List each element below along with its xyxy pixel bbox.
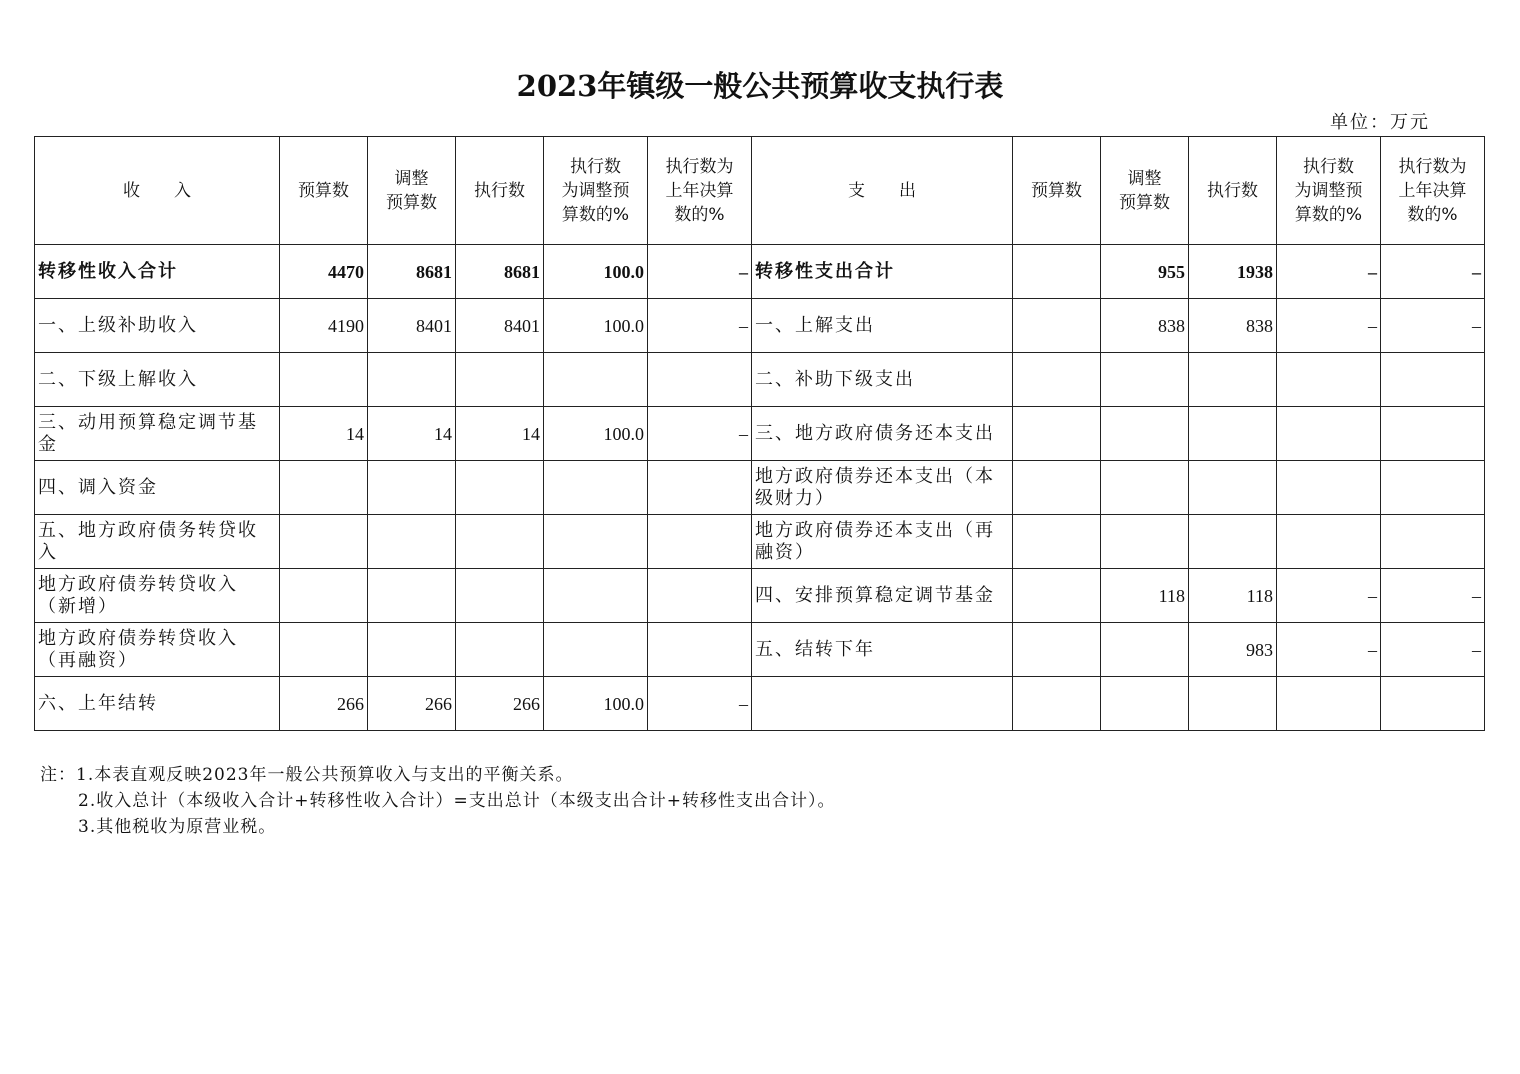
expense-label bbox=[752, 677, 1013, 731]
budget-execution-table bbox=[34, 136, 1485, 731]
header-row bbox=[35, 137, 1485, 245]
table-row bbox=[35, 461, 1485, 515]
income-executed bbox=[456, 623, 544, 677]
expense-pct-adjusted bbox=[1277, 407, 1381, 461]
expense-pct-adjusted: – bbox=[1277, 245, 1381, 299]
income-executed bbox=[456, 515, 544, 569]
expense-label: 三、地方政府债务还本支出 bbox=[752, 407, 1013, 461]
income-adjusted bbox=[368, 623, 456, 677]
income-label: 一、上级补助收入 bbox=[35, 299, 280, 353]
income-budget: 14 bbox=[280, 407, 368, 461]
expense-label: 地方政府债券还本支出（再融资） bbox=[752, 515, 1013, 569]
expense-pct-adjusted bbox=[1277, 353, 1381, 407]
income-adjusted: 14 bbox=[368, 407, 456, 461]
income-label: 二、下级上解收入 bbox=[35, 353, 280, 407]
expense-pct-last bbox=[1381, 461, 1485, 515]
income-executed: 266 bbox=[456, 677, 544, 731]
header-pct-adjusted: 执行数 为调整预 算数的% bbox=[544, 137, 648, 245]
table-row bbox=[35, 515, 1485, 569]
income-executed: 8401 bbox=[456, 299, 544, 353]
table-row bbox=[35, 677, 1485, 731]
expense-executed: 1938 bbox=[1189, 245, 1277, 299]
expense-adjusted bbox=[1101, 677, 1189, 731]
expense-budget bbox=[1013, 515, 1101, 569]
expense-executed bbox=[1189, 353, 1277, 407]
header-executed: 执行数 bbox=[456, 137, 544, 245]
expense-pct-adjusted bbox=[1277, 677, 1381, 731]
income-pct-last bbox=[648, 461, 752, 515]
income-label: 四、调入资金 bbox=[35, 461, 280, 515]
income-budget bbox=[280, 353, 368, 407]
expense-pct-last bbox=[1381, 677, 1485, 731]
income-executed: 14 bbox=[456, 407, 544, 461]
income-pct-last bbox=[648, 515, 752, 569]
expense-pct-adjusted bbox=[1277, 461, 1381, 515]
expense-adjusted: 955 bbox=[1101, 245, 1189, 299]
income-label: 五、地方政府债务转贷收入 bbox=[35, 515, 280, 569]
income-adjusted bbox=[368, 353, 456, 407]
income-executed: 8681 bbox=[456, 245, 544, 299]
income-executed bbox=[456, 569, 544, 623]
income-pct-adjusted bbox=[544, 569, 648, 623]
income-budget bbox=[280, 515, 368, 569]
income-adjusted bbox=[368, 461, 456, 515]
income-adjusted: 8681 bbox=[368, 245, 456, 299]
expense-adjusted bbox=[1101, 353, 1189, 407]
expense-label: 地方政府债券还本支出（本级财力） bbox=[752, 461, 1013, 515]
income-adjusted bbox=[368, 515, 456, 569]
table-row bbox=[35, 569, 1485, 623]
income-pct-last: – bbox=[648, 407, 752, 461]
income-pct-last: – bbox=[648, 677, 752, 731]
income-adjusted bbox=[368, 569, 456, 623]
expense-pct-last bbox=[1381, 407, 1485, 461]
expense-label: 二、补助下级支出 bbox=[752, 353, 1013, 407]
expense-budget bbox=[1013, 353, 1101, 407]
income-pct-adjusted bbox=[544, 623, 648, 677]
expense-budget bbox=[1013, 407, 1101, 461]
income-executed bbox=[456, 353, 544, 407]
expense-budget bbox=[1013, 569, 1101, 623]
income-budget: 4470 bbox=[280, 245, 368, 299]
header-adjusted: 调整 预算数 bbox=[368, 137, 456, 245]
expense-pct-last: – bbox=[1381, 569, 1485, 623]
income-label: 地方政府债券转贷收入（新增） bbox=[35, 569, 280, 623]
expense-label: 五、结转下年 bbox=[752, 623, 1013, 677]
expense-label: 四、安排预算稳定调节基金 bbox=[752, 569, 1013, 623]
table-row bbox=[35, 353, 1485, 407]
note-3: 3.其他税收为原营业税。 bbox=[78, 817, 277, 837]
income-pct-last bbox=[648, 623, 752, 677]
income-pct-last bbox=[648, 569, 752, 623]
income-label: 转移性收入合计 bbox=[35, 245, 280, 299]
note-2: 2.收入总计（本级收入合计+转移性收入合计）=支出总计（本级支出合计+转移性支出合计）。 bbox=[78, 791, 836, 811]
expense-adjusted bbox=[1101, 461, 1189, 515]
unit-label: 单位：万元 bbox=[1330, 112, 1430, 133]
expense-label: 转移性支出合计 bbox=[752, 245, 1013, 299]
income-budget bbox=[280, 461, 368, 515]
expense-pct-last: – bbox=[1381, 299, 1485, 353]
income-adjusted: 266 bbox=[368, 677, 456, 731]
expense-budget bbox=[1013, 299, 1101, 353]
expense-budget bbox=[1013, 245, 1101, 299]
expense-executed: 118 bbox=[1189, 569, 1277, 623]
table-row bbox=[35, 245, 1485, 299]
header-e-pct-adjusted: 执行数 为调整预 算数的% bbox=[1277, 137, 1381, 245]
table-row bbox=[35, 299, 1485, 353]
expense-budget bbox=[1013, 677, 1101, 731]
expense-pct-last bbox=[1381, 515, 1485, 569]
income-pct-last bbox=[648, 353, 752, 407]
header-e-executed: 执行数 bbox=[1189, 137, 1277, 245]
income-pct-adjusted: 100.0 bbox=[544, 245, 648, 299]
expense-executed: 838 bbox=[1189, 299, 1277, 353]
expense-adjusted bbox=[1101, 515, 1189, 569]
income-pct-last: – bbox=[648, 299, 752, 353]
income-pct-adjusted bbox=[544, 515, 648, 569]
header-e-adjusted: 调整 预算数 bbox=[1101, 137, 1189, 245]
note-1: 注：1.本表直观反映2023年一般公共预算收入与支出的平衡关系。 bbox=[40, 765, 574, 785]
expense-label: 一、上解支出 bbox=[752, 299, 1013, 353]
expense-executed: 983 bbox=[1189, 623, 1277, 677]
header-e-pct-last: 执行数为 上年决算 数的% bbox=[1381, 137, 1485, 245]
expense-executed bbox=[1189, 461, 1277, 515]
income-pct-adjusted: 100.0 bbox=[544, 299, 648, 353]
expense-pct-last: – bbox=[1381, 245, 1485, 299]
header-expense: 支 出 bbox=[752, 137, 1013, 245]
expense-adjusted bbox=[1101, 623, 1189, 677]
expense-pct-adjusted: – bbox=[1277, 623, 1381, 677]
expense-budget bbox=[1013, 461, 1101, 515]
header-budget: 预算数 bbox=[280, 137, 368, 245]
expense-adjusted bbox=[1101, 407, 1189, 461]
expense-executed bbox=[1189, 677, 1277, 731]
income-pct-adjusted bbox=[544, 461, 648, 515]
table-row bbox=[35, 407, 1485, 461]
income-executed bbox=[456, 461, 544, 515]
header-e-budget: 预算数 bbox=[1013, 137, 1101, 245]
expense-adjusted: 118 bbox=[1101, 569, 1189, 623]
page-title: 2023年镇级一般公共预算收支执行表 bbox=[516, 69, 1004, 103]
income-pct-last: – bbox=[648, 245, 752, 299]
income-budget: 266 bbox=[280, 677, 368, 731]
income-budget bbox=[280, 569, 368, 623]
expense-pct-adjusted bbox=[1277, 515, 1381, 569]
header-pct-last: 执行数为 上年决算 数的% bbox=[648, 137, 752, 245]
expense-pct-adjusted: – bbox=[1277, 569, 1381, 623]
income-pct-adjusted bbox=[544, 353, 648, 407]
expense-executed bbox=[1189, 407, 1277, 461]
income-adjusted: 8401 bbox=[368, 299, 456, 353]
income-label: 三、动用预算稳定调节基金 bbox=[35, 407, 280, 461]
expense-pct-last bbox=[1381, 353, 1485, 407]
expense-pct-adjusted: – bbox=[1277, 299, 1381, 353]
expense-budget bbox=[1013, 623, 1101, 677]
table-row bbox=[35, 623, 1485, 677]
footnotes bbox=[40, 762, 835, 840]
income-pct-adjusted: 100.0 bbox=[544, 677, 648, 731]
income-pct-adjusted: 100.0 bbox=[544, 407, 648, 461]
income-label: 六、上年结转 bbox=[35, 677, 280, 731]
expense-adjusted: 838 bbox=[1101, 299, 1189, 353]
income-label: 地方政府债券转贷收入（再融资） bbox=[35, 623, 280, 677]
income-budget: 4190 bbox=[280, 299, 368, 353]
income-budget bbox=[280, 623, 368, 677]
expense-executed bbox=[1189, 515, 1277, 569]
header-income: 收 入 bbox=[35, 137, 280, 245]
expense-pct-last: – bbox=[1381, 623, 1485, 677]
